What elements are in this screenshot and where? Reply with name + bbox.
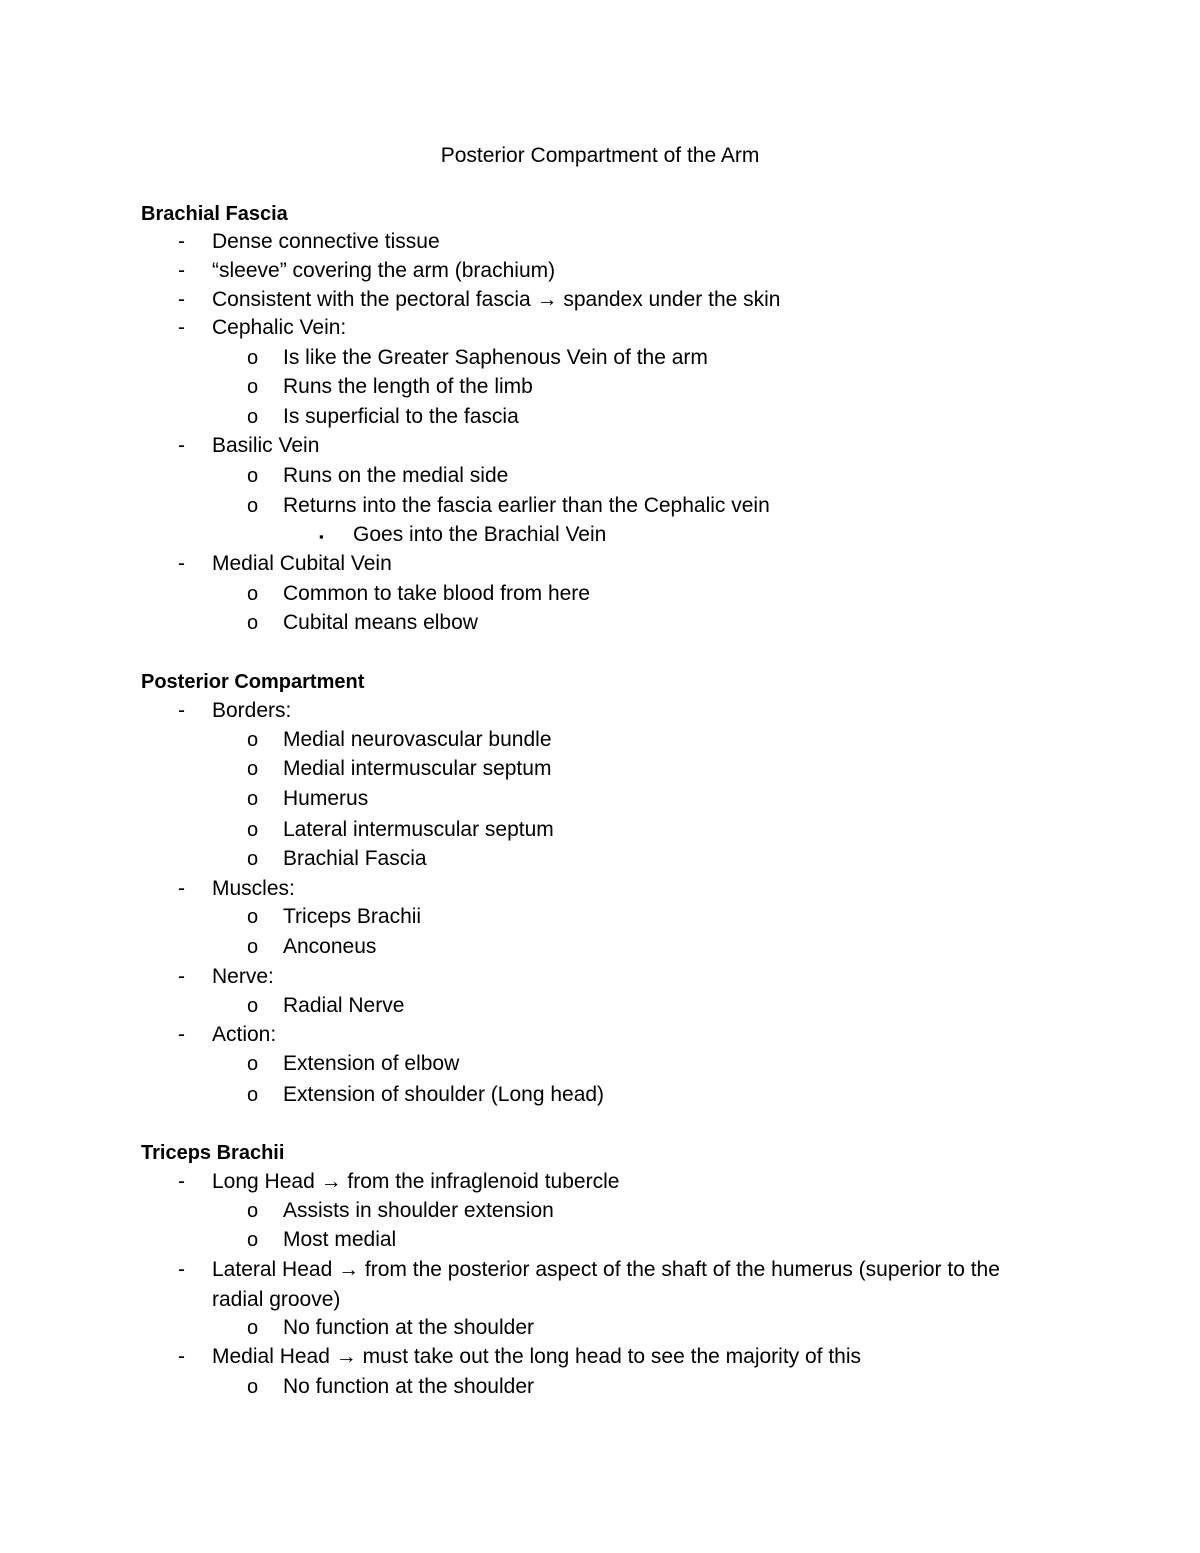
list-item: Brachial Fascia — [283, 847, 427, 870]
list-item: Nerve: — [212, 965, 274, 988]
dash-bullet: - — [178, 1023, 185, 1046]
list-item: Anconeus — [283, 935, 377, 958]
dash-bullet: - — [178, 1258, 185, 1281]
circle-bullet: o — [247, 1376, 259, 1398]
dash-bullet: - — [178, 699, 185, 722]
circle-bullet: o — [247, 758, 259, 780]
list-item: Medial Head → must take out the long head to see the majority of this — [212, 1345, 862, 1368]
circle-bullet: o — [247, 1053, 259, 1075]
list-item: Extension of shoulder (Long head) — [283, 1083, 605, 1106]
list-item: Humerus — [283, 787, 369, 810]
list-item: Cephalic Vein: — [212, 316, 347, 339]
list-item: Most medial — [283, 1228, 397, 1251]
list-item: Borders: — [212, 699, 292, 722]
list-item: Consistent with the pectoral fascia → spandex under the skin — [212, 288, 781, 311]
section-heading-posterior-compartment: Posterior Compartment — [141, 671, 365, 693]
circle-bullet: o — [247, 376, 259, 398]
circle-bullet: o — [247, 495, 259, 517]
list-item: Cubital means elbow — [283, 611, 478, 634]
list-item: Dense connective tissue — [212, 230, 440, 253]
dash-bullet: - — [178, 316, 185, 339]
circle-bullet: o — [247, 848, 259, 870]
list-item: Goes into the Brachial Vein — [353, 523, 607, 546]
list-item: Assists in shoulder extension — [283, 1199, 554, 1222]
circle-bullet: o — [247, 406, 259, 428]
list-item: Long Head → from the infraglenoid tubercle — [212, 1170, 620, 1193]
dash-bullet: - — [178, 965, 185, 988]
list-item: No function at the shoulder — [283, 1375, 534, 1398]
list-item: Lateral intermuscular septum — [283, 818, 554, 841]
square-bullet: ▪ — [319, 529, 324, 544]
circle-bullet: o — [247, 347, 259, 369]
circle-bullet: o — [247, 729, 259, 751]
page-title: Posterior Compartment of the Arm — [440, 144, 760, 167]
circle-bullet: o — [247, 936, 259, 958]
list-item: Is superficial to the fascia — [283, 405, 519, 428]
list-item: Medial neurovascular bundle — [283, 728, 552, 751]
list-item: Is like the Greater Saphenous Vein of the arm — [283, 346, 708, 369]
circle-bullet: o — [247, 465, 259, 487]
circle-bullet: o — [247, 583, 259, 605]
circle-bullet: o — [247, 788, 259, 810]
dash-bullet: - — [178, 877, 185, 900]
dash-bullet: - — [178, 434, 185, 457]
list-item: Medial Cubital Vein — [212, 552, 392, 575]
dash-bullet: - — [178, 230, 185, 253]
circle-bullet: o — [247, 819, 259, 841]
circle-bullet: o — [247, 906, 259, 928]
dash-bullet: - — [178, 259, 185, 282]
list-item: Runs on the medial side — [283, 464, 509, 487]
dash-bullet: - — [178, 1345, 185, 1368]
list-item: Lateral Head → from the posterior aspect of the shaft of the humerus (superior to the radial groove) — [212, 1258, 1000, 1311]
list-item: Radial Nerve — [283, 994, 405, 1017]
circle-bullet: o — [247, 1317, 259, 1339]
dash-bullet: - — [178, 552, 185, 575]
list-item: “sleeve” covering the arm (brachium) — [212, 259, 556, 282]
dash-bullet: - — [178, 1170, 185, 1193]
circle-bullet: o — [247, 1200, 259, 1222]
list-item: Muscles: — [212, 877, 295, 900]
circle-bullet: o — [247, 612, 259, 634]
list-item: Runs the length of the limb — [283, 375, 533, 398]
list-item: Action: — [212, 1023, 277, 1046]
section-heading-brachial-fascia: Brachial Fascia — [141, 203, 288, 225]
list-item: Extension of elbow — [283, 1052, 460, 1075]
list-item: Basilic Vein — [212, 434, 320, 457]
list-item: Triceps Brachii — [283, 905, 422, 928]
circle-bullet: o — [247, 1084, 259, 1106]
section-heading-triceps-brachii: Triceps Brachii — [141, 1142, 285, 1164]
circle-bullet: o — [247, 1229, 259, 1251]
list-item: Common to take blood from here — [283, 582, 590, 605]
dash-bullet: - — [178, 288, 185, 311]
circle-bullet: o — [247, 995, 259, 1017]
list-item: Medial intermuscular septum — [283, 757, 552, 780]
list-item: Returns into the fascia earlier than the Cephalic vein — [283, 494, 770, 517]
list-item: No function at the shoulder — [283, 1316, 534, 1339]
